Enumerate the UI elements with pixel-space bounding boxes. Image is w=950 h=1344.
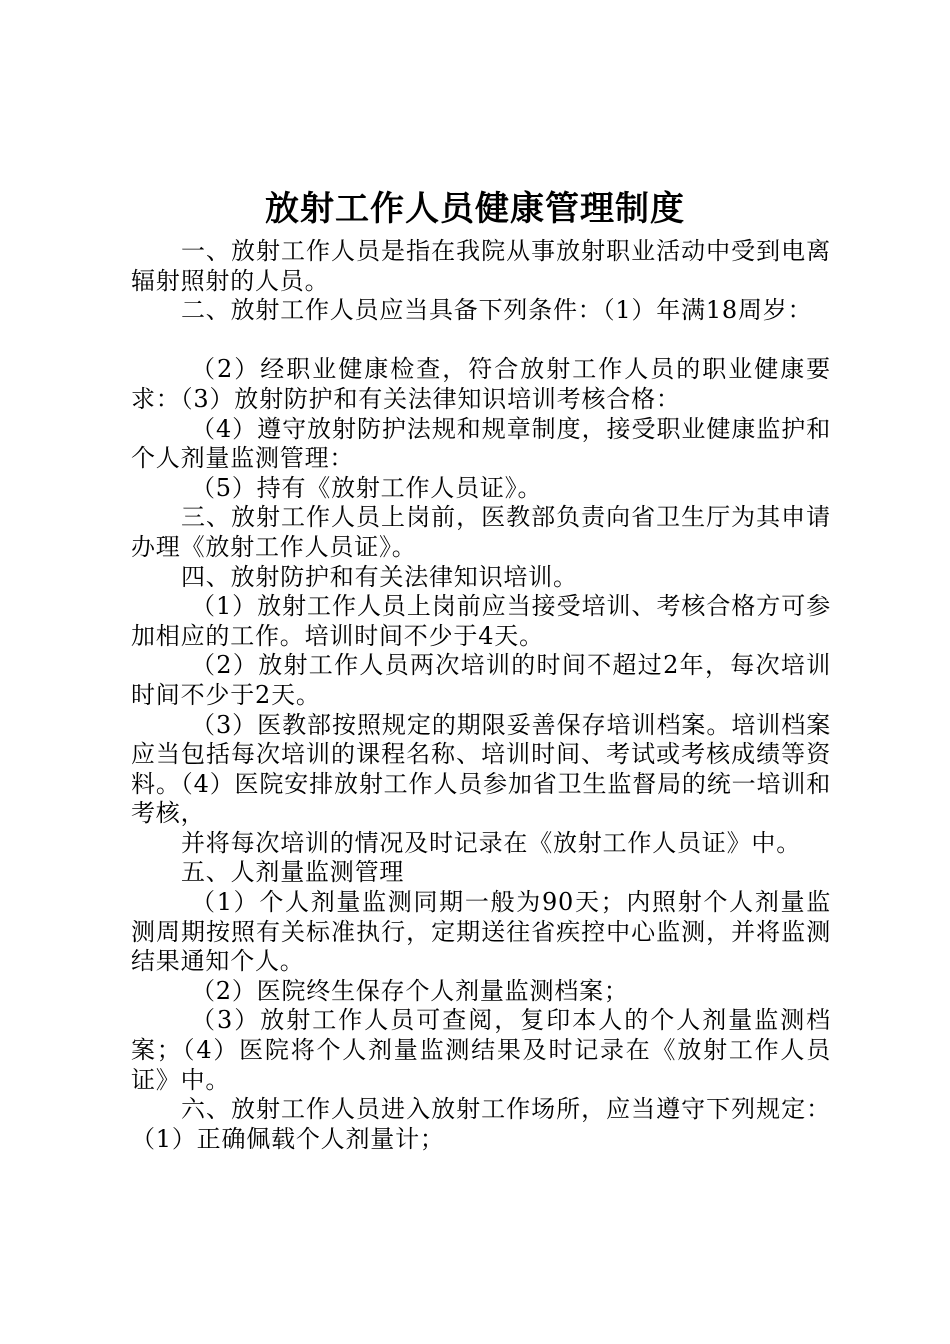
blank-line (131, 326, 831, 356)
paragraph-11: 并将每次培训的情况及时记录在《放射工作人员证》中。 (181, 828, 801, 857)
paragraph-10: （3）医教部按照规定的期限妥善保存培训档案。培训档案应当包括每次培训的课程名称、培训时间、考试或考核成绩等资料。（4）医院安排放射工作人员参加省卫生监督局的统一培训和考核， (131, 710, 831, 828)
paragraph-5: （5）持有《放射工作人员证》。 (191, 473, 543, 502)
paragraph-2: 二、放射工作人员应当具备下列条件：（1）年满18周岁： (181, 296, 813, 325)
paragraph-1: 一、放射工作人员是指在我院从事放射职业活动中受到电离辐射照射的人员。 (131, 237, 831, 295)
paragraph-13: （1）个人剂量监测同期一般为90天；内照射个人剂量监测周期按照有关标准执行，定期送往省疾控中心监测，并将监测结果通知个人。 (131, 888, 831, 976)
paragraph-16: 六、放射工作人员进入放射工作场所，应当遵守下列规定：（1）正确佩载个人剂量计； (131, 1095, 831, 1153)
paragraph-9: （2）放射工作人员两次培训的时间不超过2年，每次培训时间不少于2天。 (131, 651, 831, 709)
paragraph-3: （2）经职业健康检查，符合放射工作人员的职业健康要求：（3）放射防护和有关法律知识培训考核合格： (131, 355, 831, 413)
paragraph-15: （3）放射工作人员可查阅，复印本人的个人剂量监测档案；（4）医院将个人剂量监测结果及时记录在《放射工作人员证》中。 (131, 1006, 831, 1094)
paragraph-8: （1）放射工作人员上岗前应当接受培训、考核合格方可参加相应的工作。培训时间不少于4天。 (131, 592, 831, 650)
paragraph-6: 三、放射工作人员上岗前，医教部负责向省卫生厅为其申请办理《放射工作人员证》。 (131, 503, 831, 561)
paragraph-12: 五、人剂量监测管理 (181, 858, 405, 887)
document-title: 放射工作人员健康管理制度 (265, 189, 685, 229)
paragraph-14: （2）医院终生保存个人剂量监测档案； (191, 976, 629, 1005)
paragraph-4: （4）遵守放射防护法规和规章制度，接受职业健康监护和个人剂量监测管理： (131, 414, 831, 473)
document-body (131, 237, 831, 1154)
paragraph-7: 四、放射防护和有关法律知识培训。 (181, 562, 578, 591)
